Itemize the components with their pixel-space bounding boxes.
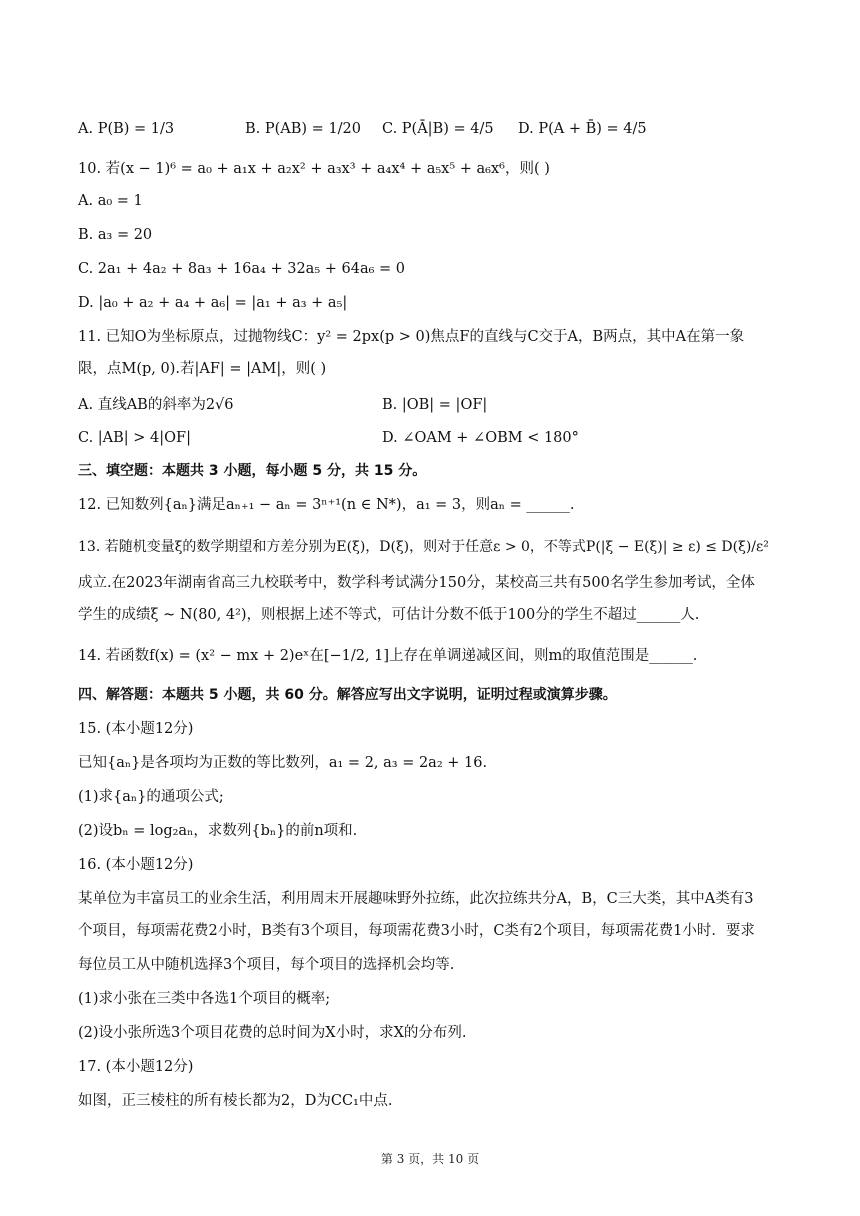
q16-line1: 某单位为丰富员工的业余生活，利用周末开展趣味野外拉练，此次拉练共分A，B，C三大类，其中A类有3 [78,891,754,907]
section-solution-heading: 四、解答题：本题共 5 小题，共 60 分。解答应写出文字说明，证明过程或演算步骤。 [78,687,617,703]
q17-line1: 如图，正三棱柱的所有棱长都为2，D为CC₁中点. [78,1093,393,1109]
q11-option-d: D. ∠OAM + ∠OBM < 180° [382,430,579,446]
q11-option-a: A. 直线AB的斜率为2√6 [78,397,234,413]
q9-option-b: B. P(AB) = 1/20 [245,121,361,137]
q16-line2: 个项目，每项需花费2小时，B类有3个项目，每项需花费3小时，C类有2个项目，每项需花费1小时．要求 [78,923,755,939]
q17-heading: 17. (本小题12分) [78,1059,194,1075]
q10-option-d: D. |a₀ + a₂ + a₄ + a₆| = |a₁ + a₃ + a₅| [78,295,348,311]
q11-options-row1 [78,394,820,418]
q11-option-c: C. |AB| > 4|OF| [78,430,192,446]
q16-line3: 每位员工从中随机选择3个项目，每个项目的选择机会均等. [78,957,455,973]
q9-options [78,118,820,142]
q15-part2: (2)设bₙ = log₂aₙ，求数列{bₙ}的前n项和. [78,823,358,839]
q16-part2: (2)设小张所选3个项目花费的总时间为X小时，求X的分布列. [78,1025,467,1041]
q11-options-row2 [78,427,820,451]
q13-line1: 13. 若随机变量ξ的数学期望和方差分别为E(ξ)，D(ξ)，则对于任意ε > 0，不等式P(|ξ − E(ξ)| ≥ ε) ≤ D(ξ)/ε² [78,539,769,555]
q9-option-d: D. P(A + B̄) = 4/5 [518,121,647,137]
section-fill-in-heading: 三、填空题：本题共 3 小题，每小题 5 分，共 15 分。 [78,463,427,479]
q12-text: 12. 已知数列{aₙ}满足aₙ₊₁ − aₙ = 3ⁿ⁺¹(n ∈ N*)，a₁ = 3，则aₙ = ______. [78,497,575,513]
q14-text: 14. 若函数f(x) = (x² − mx + 2)eˣ在[−1/2, 1]上存在单调递减区间，则m的取值范围是______. [78,648,698,664]
page-footer: 第 3 页，共 10 页 [380,1152,480,1166]
q13-line2: 成立.在2023年湖南省高三九校联考中，数学科考试满分150分，某校高三共有500名学生参加考试，全体 [78,575,755,591]
q9-option-a: A. P(B) = 1/3 [78,121,175,137]
q9-option-c: C. P(Ā|B) = 4/5 [382,121,494,137]
q15-line1: 已知{aₙ}是各项均为正数的等比数列，a₁ = 2, a₃ = 2a₂ + 16. [78,755,488,771]
q15-heading: 15. (本小题12分) [78,721,194,737]
q15-part1: (1)求{aₙ}的通项公式; [78,789,224,805]
q13-line3: 学生的成绩ξ ~ N(80, 4²)，则根据上述不等式，可估计分数不低于100分的学生不超过______人. [78,607,700,623]
q10-option-c: C. 2a₁ + 4a₂ + 8a₃ + 16a₄ + 32a₅ + 64a₆ = 0 [78,261,406,277]
q16-heading: 16. (本小题12分) [78,857,194,873]
q10-stem: 10. 若(x − 1)⁶ = a₀ + a₁x + a₂x² + a₃x³ + a₄x⁴ + a₅x⁵ + a₆x⁶，则( ) [78,161,550,177]
q10-option-b: B. a₃ = 20 [78,227,153,243]
q11-stem-line2: 限，点M(p, 0).若|AF| = |AM|，则( ) [78,361,327,377]
q11-option-b: B. |OB| = |OF| [382,397,488,413]
q10-option-a: A. a₀ = 1 [78,193,143,209]
q16-part1: (1)求小张在三类中各选1个项目的概率; [78,991,331,1007]
q11-stem-line1: 11. 已知O为坐标原点，过抛物线C：y² = 2px(p > 0)焦点F的直线与C交于A，B两点，其中A在第一象 [78,329,745,345]
